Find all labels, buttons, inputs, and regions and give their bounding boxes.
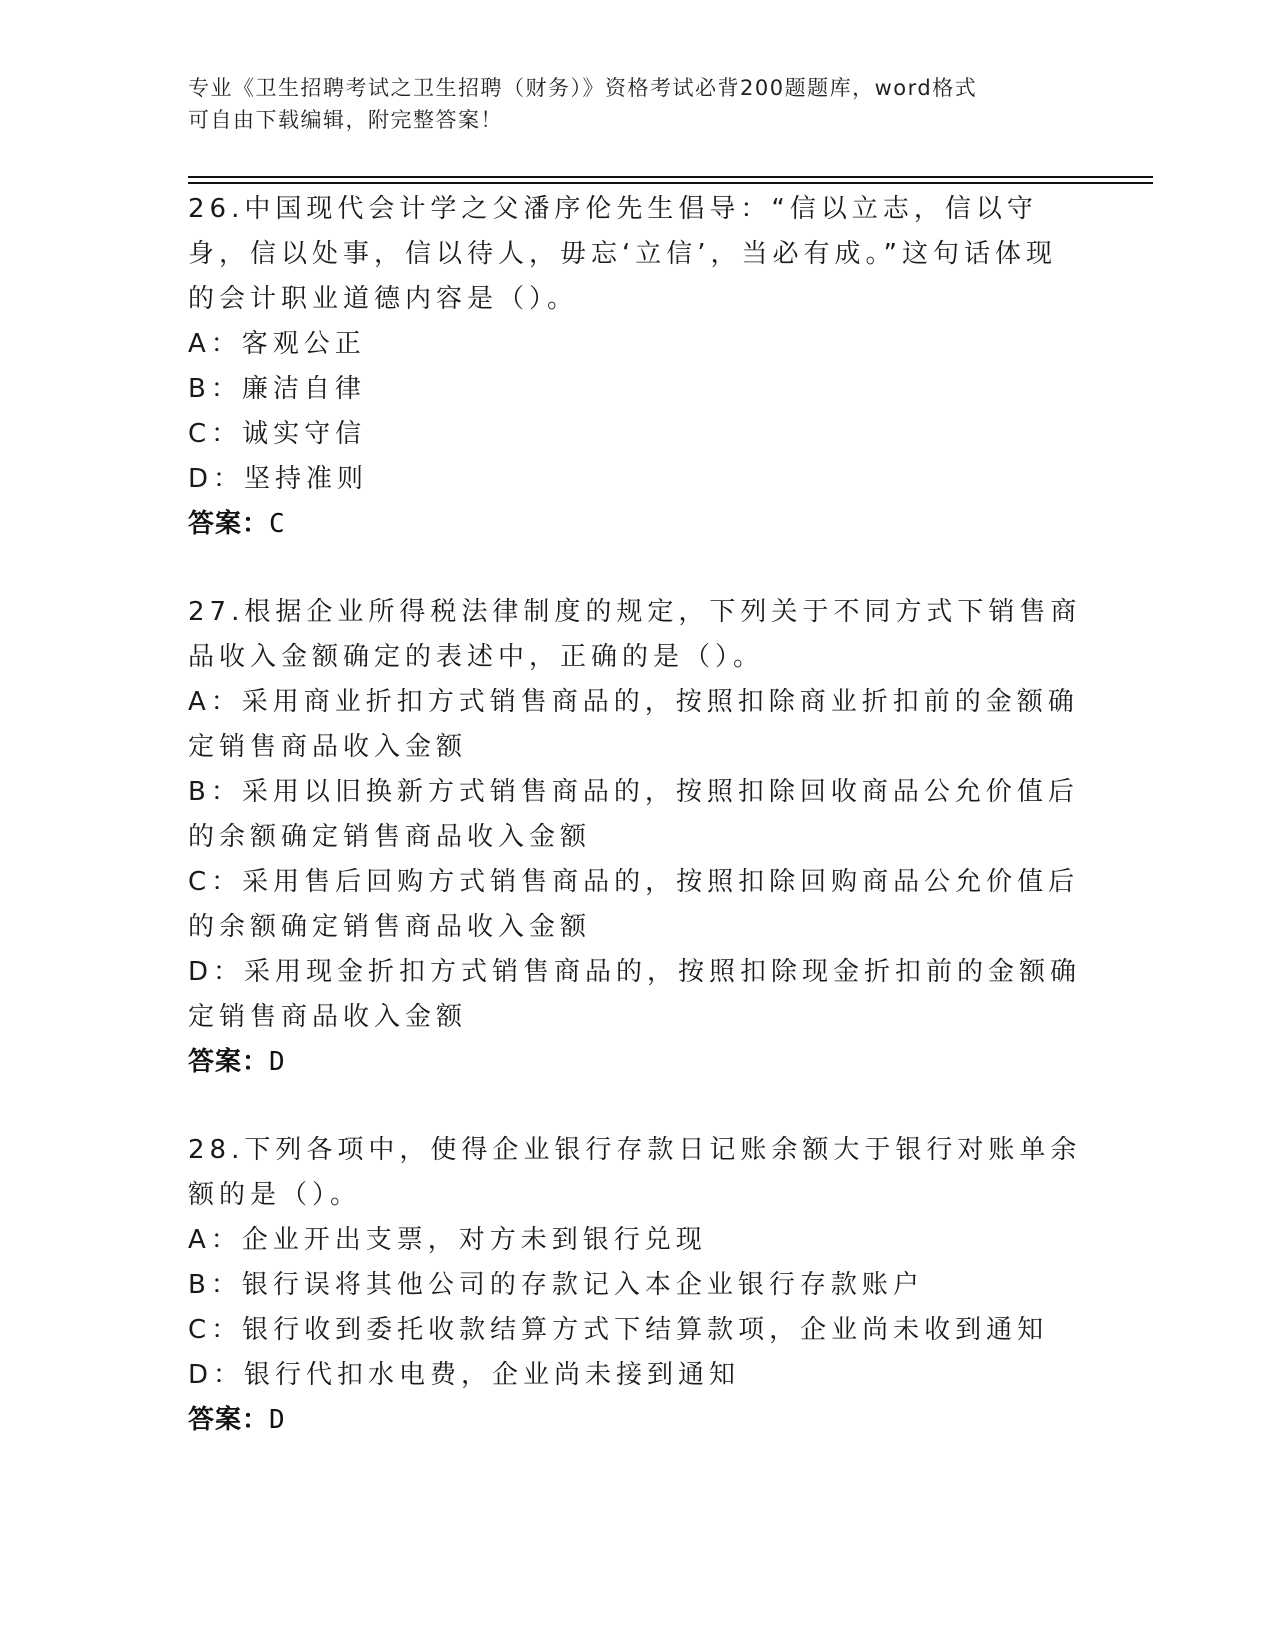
option-d: D：采用现金折扣方式销售商品的，按照扣除现金折扣前的金额确定销售商品收入金额: [188, 957, 1082, 1032]
question-26: [188, 187, 1083, 547]
document-header: [188, 72, 1068, 136]
option-b: B：廉洁自律: [188, 374, 366, 404]
option-b: B：采用以旧换新方式销售商品的，按照扣除回收商品公允价值后的余额确定销售商品收入金额: [188, 777, 1079, 852]
question-28: [188, 1128, 1083, 1443]
header-divider-bottom: [188, 182, 1153, 184]
answer-label: 答案：: [188, 1047, 270, 1077]
question-stem: 27.根据企业所得税法律制度的规定，下列关于不同方式下销售商品收入金额确定的表述中，正确的是（）。: [188, 597, 1082, 672]
question-stem: 26.中国现代会计学之父潘序伦先生倡导：“信以立志，信以守身，信以处事，信以待人，毋忘‘立信’，当必有成。”这句话体现的会计职业道德内容是（）。: [188, 194, 1057, 314]
option-c: C：银行收到委托收款结算方式下结算款项，企业尚未收到通知: [188, 1315, 1049, 1345]
option-d: D：坚持准则: [188, 464, 369, 494]
answer-line: [188, 502, 1083, 547]
header-line-2: 可自由下载编辑，附完整答案！: [188, 108, 503, 132]
question-stem: 28.下列各项中，使得企业银行存款日记账余额大于银行对账单余额的是（）。: [188, 1135, 1082, 1210]
answer-value: D: [269, 1405, 286, 1435]
answer-label: 答案：: [188, 509, 270, 539]
option-a: A：企业开出支票，对方未到银行兑现: [188, 1225, 707, 1255]
option-a: A：客观公正: [188, 329, 366, 359]
answer-value: C: [269, 509, 286, 539]
option-c: C：采用售后回购方式销售商品的，按照扣除回购商品公允价值后的余额确定销售商品收入金额: [188, 867, 1080, 942]
option-a: A：采用商业折扣方式销售商品的，按照扣除商业折扣前的金额确定销售商品收入金额: [188, 687, 1079, 762]
option-c: C：诚实守信: [188, 419, 367, 449]
option-b: B：银行误将其他公司的存款记入本企业银行存款账户: [188, 1270, 924, 1300]
header-line-1: 专业《卫生招聘考试之卫生招聘（财务）》资格考试必背200题题库，word格式: [188, 76, 978, 100]
question-27: [188, 590, 1083, 1085]
answer-line: [188, 1398, 1083, 1443]
answer-line: [188, 1040, 1083, 1085]
answer-value: D: [269, 1047, 286, 1077]
answer-label: 答案：: [188, 1405, 270, 1435]
question-list: [188, 187, 1083, 1486]
option-d: D：银行代扣水电费，企业尚未接到通知: [188, 1360, 741, 1390]
header-divider-top: [188, 176, 1153, 178]
